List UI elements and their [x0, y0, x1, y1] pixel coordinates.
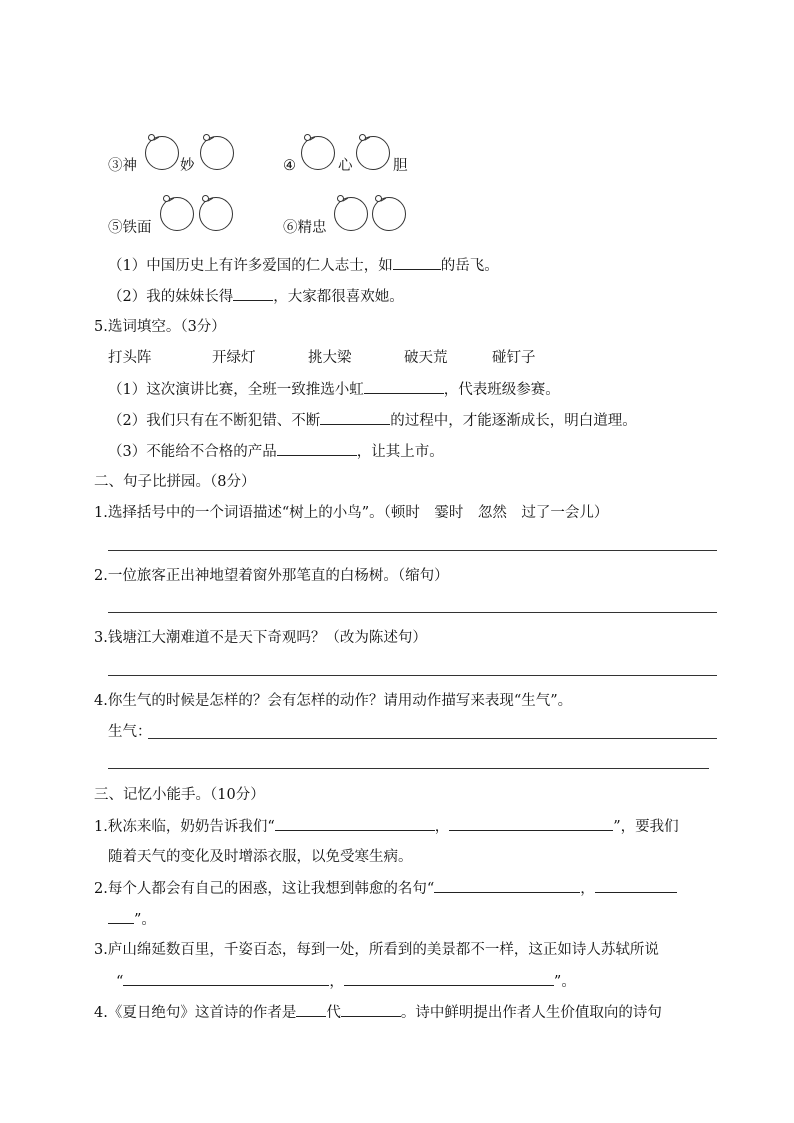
word-option: 开绿灯	[212, 350, 256, 366]
blank-circle[interactable]	[356, 136, 390, 170]
item-number: ⑤	[108, 220, 123, 236]
memory-question-1-cont: 随着天气的变化及时增添衣服，以免受寒生病。	[108, 849, 413, 865]
fill-blank[interactable]	[277, 441, 357, 456]
section-title: 三、记忆小能手。（10分）	[94, 787, 265, 803]
fill-blank[interactable]	[393, 255, 441, 270]
fill-blank[interactable]	[434, 878, 580, 893]
fill-blank[interactable]	[449, 816, 613, 831]
memory-question-3: 3.庐山绵延数百里，千姿百态，每到一处，所看到的美景都不一样，这正如诗人苏轼所说	[94, 942, 659, 958]
memory-question-2-cont: ”。	[108, 909, 156, 930]
idiom-char: 妙	[180, 158, 195, 174]
fill-blank[interactable]	[320, 410, 390, 425]
blank-circle[interactable]	[199, 197, 233, 231]
fill-blank[interactable]	[344, 971, 554, 986]
answer-line[interactable]	[108, 612, 717, 613]
word-option: 挑大梁	[308, 350, 352, 366]
memory-question-1: 1.秋冻来临，奶奶告诉我们“ ， ”，要我们	[94, 816, 679, 837]
fill-blank[interactable]	[275, 816, 435, 831]
answer-line[interactable]	[108, 768, 709, 769]
blank-circle[interactable]	[145, 136, 179, 170]
fill-blank[interactable]	[108, 909, 134, 924]
memory-question-4: 4.《夏日绝句》这首诗的作者是 代 。诗中鲜明提出作者人生价值取向的诗句	[94, 1002, 662, 1023]
answer-line[interactable]	[108, 550, 717, 551]
fill-blank[interactable]	[296, 1002, 326, 1017]
idiom-char: 心	[338, 158, 353, 174]
word-option: 打头阵	[108, 350, 152, 366]
fill-blank[interactable]	[364, 379, 444, 394]
fill-question-3: （3）不能给不合格的产品 ，让其上市。	[108, 441, 444, 462]
blank-circle[interactable]	[372, 197, 406, 231]
item-number: ③	[108, 158, 123, 174]
answer-line[interactable]	[108, 675, 717, 676]
fill-blank[interactable]	[341, 1002, 401, 1017]
idiom-question-1: （1）中国历史上有许多爱国的仁人志士，如 的岳飞。	[108, 255, 499, 276]
blank-circle[interactable]	[200, 136, 234, 170]
fill-question-1: （1）这次演讲比赛，全班一致推选小虹 ，代表班级参赛。	[108, 379, 560, 400]
fill-question-2: （2）我们只有在不断犯错、不断 的过程中，才能逐渐成长，明白道理。	[108, 410, 637, 431]
memory-question-3-cont: “ ， ”。	[116, 971, 576, 992]
blank-circle[interactable]	[301, 136, 335, 170]
sentence-question-1: 1.选择括号中的一个词语描述“树上的小鸟”。（顿时 霎时 忽然 过了一会儿）	[94, 505, 609, 521]
sentence-question-2: 2.一位旅客正出神地望着窗外那笔直的白杨树。（缩句）	[94, 568, 449, 584]
memory-question-2: 2.每个人都会有自己的困惑，这让我想到韩愈的名句“ ，	[94, 878, 677, 899]
question-title: 5.选词填空。（3分）	[94, 319, 226, 335]
idiom-char: 胆	[393, 158, 408, 174]
word-option: 碰钉子	[492, 350, 536, 366]
sentence-question-4: 4.你生气的时候是怎样的？会有怎样的动作？请用动作描写来表现“生气”。	[94, 693, 573, 709]
fill-blank[interactable]	[595, 878, 677, 893]
sentence-question-3: 3.钱塘江大潮难道不是天下奇观吗？（改为陈述句）	[94, 630, 427, 646]
item-number: ⑥	[283, 220, 298, 236]
word-option: 破天荒	[404, 350, 448, 366]
item-number: ④	[283, 158, 296, 174]
word-bank	[108, 348, 536, 368]
answer-line[interactable]	[148, 738, 717, 739]
idiom-char: 铁面	[122, 220, 152, 236]
fill-blank[interactable]	[123, 971, 329, 986]
idiom-char: 神	[122, 158, 137, 174]
fill-blank[interactable]	[233, 286, 273, 301]
blank-circle[interactable]	[160, 197, 194, 231]
answer-label: 生气：	[108, 724, 152, 740]
blank-circle[interactable]	[334, 197, 368, 231]
idiom-question-2: （2）我的妹妹长得 ，大家都很喜欢她。	[108, 286, 404, 307]
section-title: 二、句子比拼园。（8分）	[94, 474, 256, 490]
idiom-char: 精忠	[297, 220, 327, 236]
